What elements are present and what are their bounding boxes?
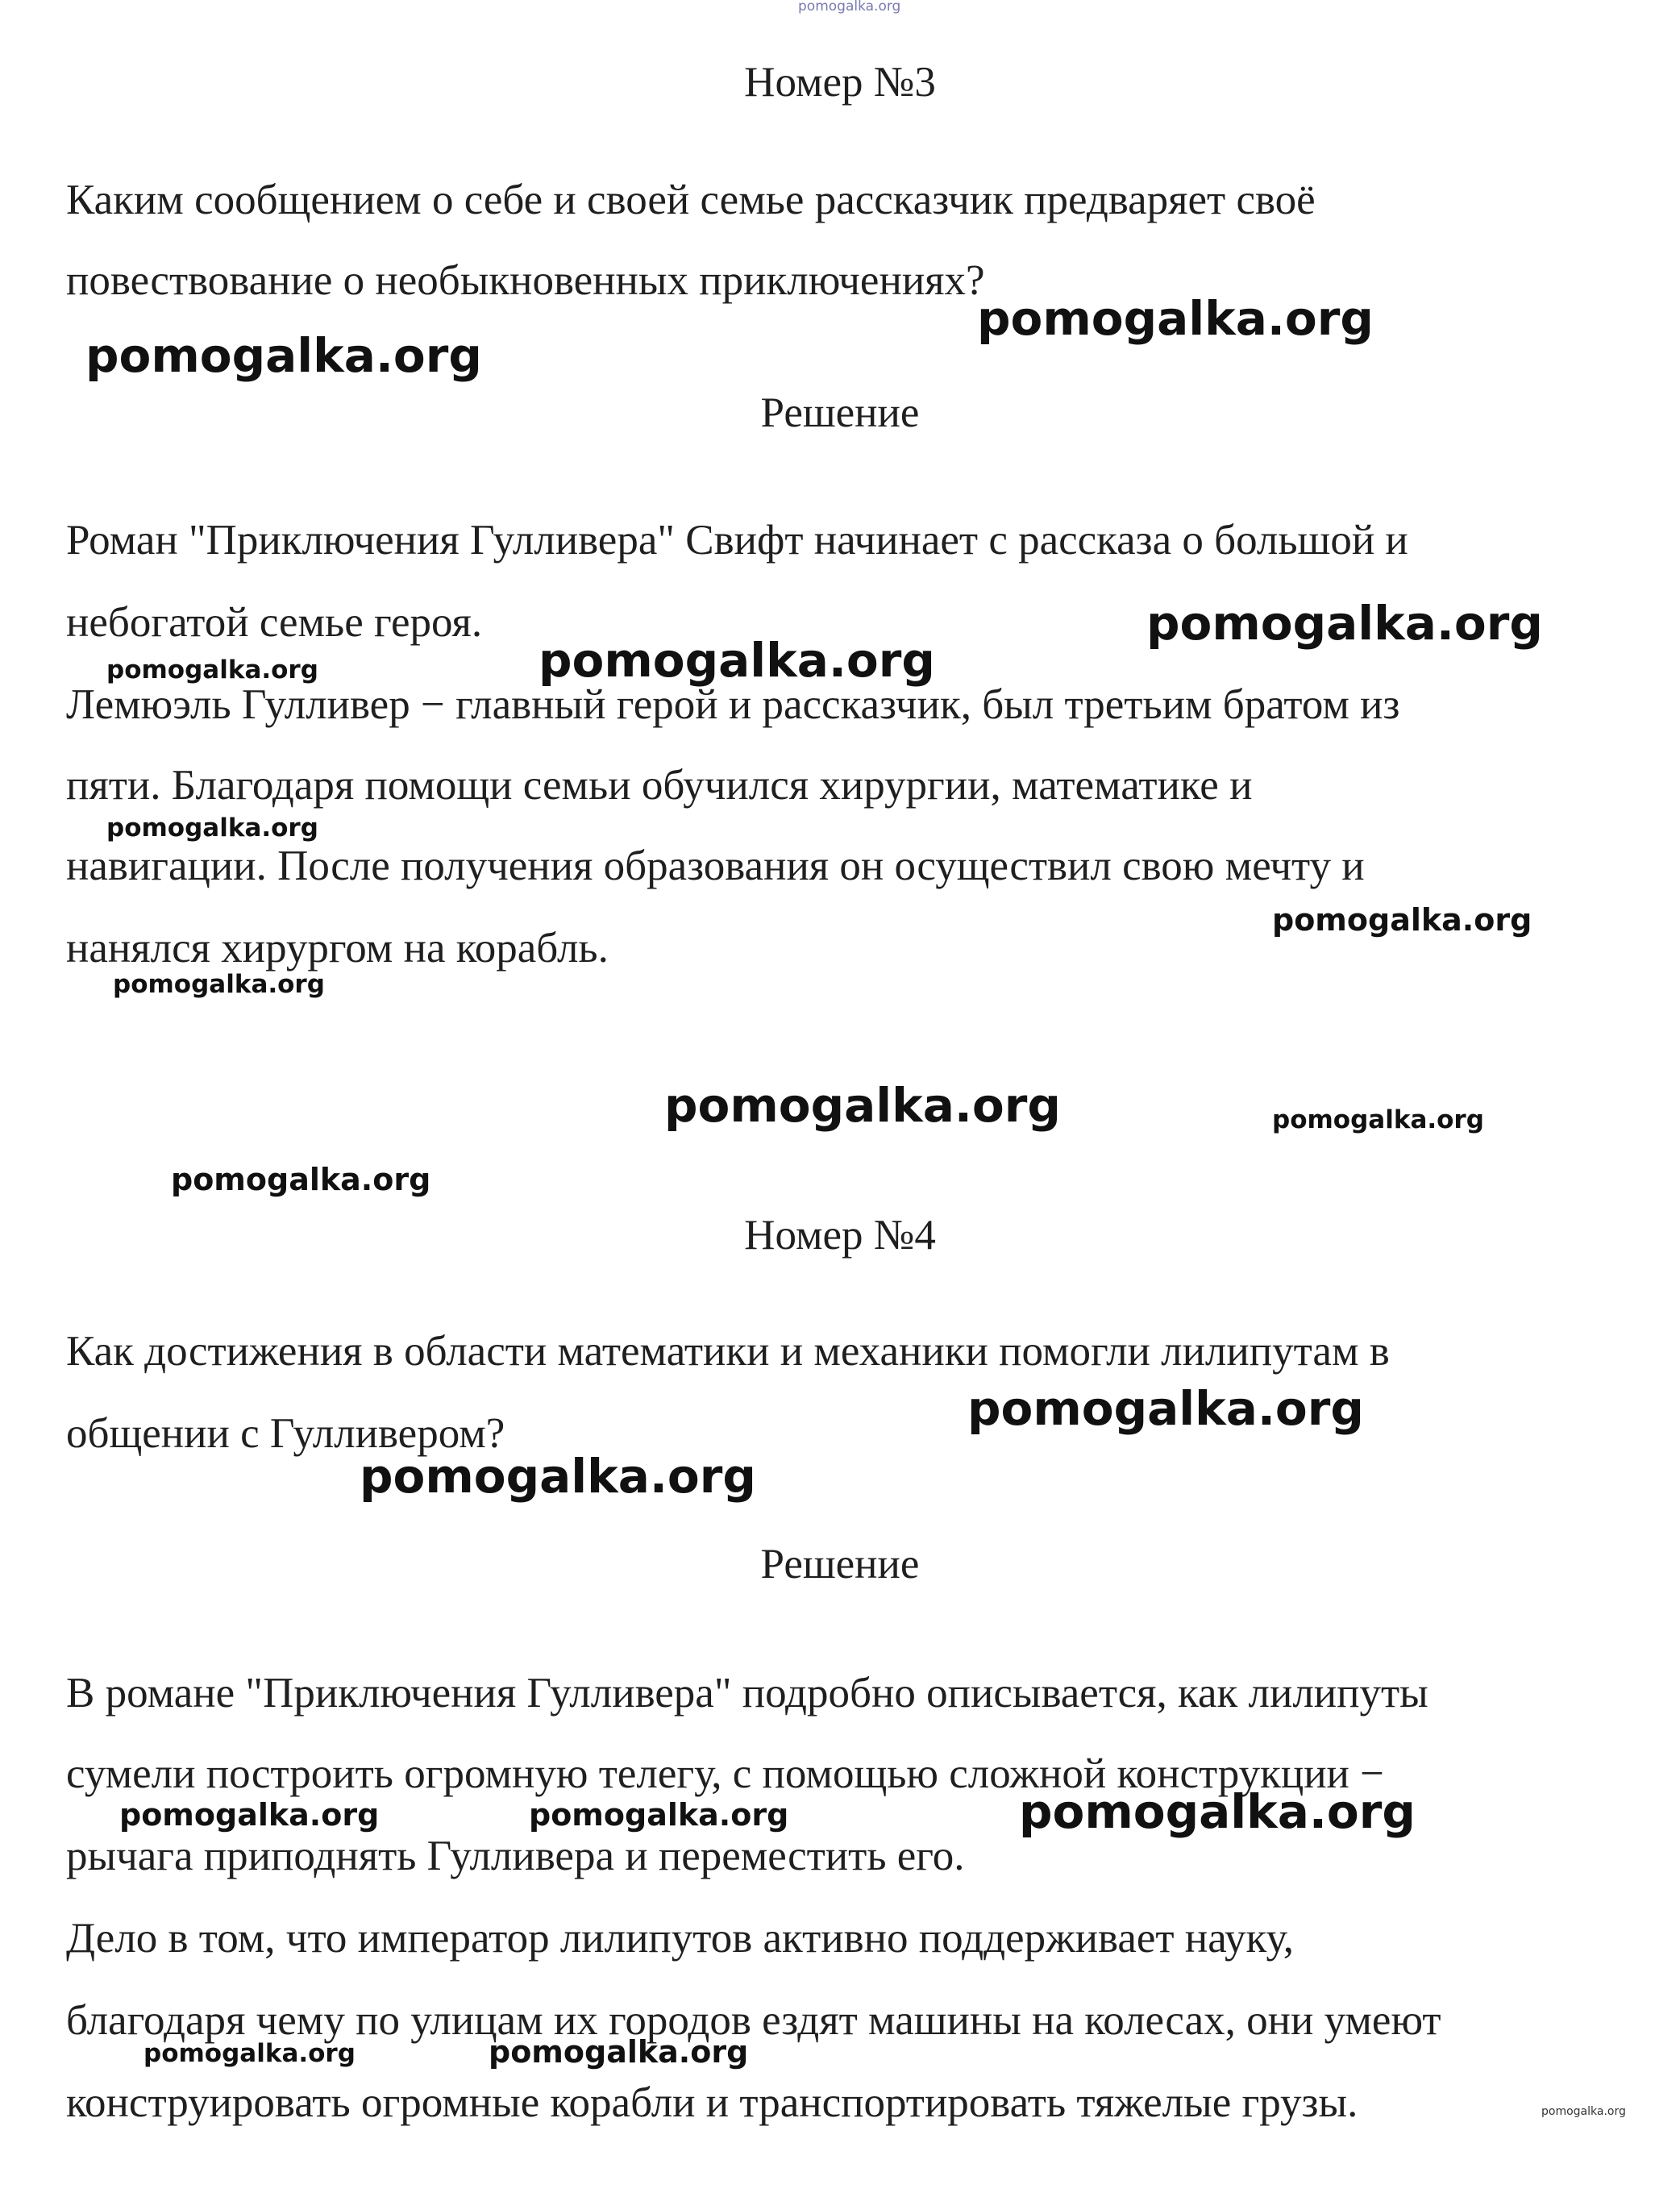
task3-question-line: Каким сообщением о себе и своей семье рассказчик предваряет своё [66, 177, 1316, 223]
watermark: pomogalka.org [539, 633, 935, 688]
task3-answer-line: нанялся хирургом на корабль. [66, 925, 609, 972]
task3-question-line: повествование о необыкновенных приключениях? [66, 257, 985, 304]
watermark: pomogalka.org [798, 0, 901, 15]
watermark: pomogalka.org [664, 1078, 1061, 1133]
watermark: pomogalka.org [113, 970, 325, 999]
task3-heading: Номер №3 [744, 59, 936, 106]
task3-solution-heading: Решение [760, 389, 920, 436]
watermark: pomogalka.org [977, 291, 1374, 346]
watermark: pomogalka.org [967, 1381, 1364, 1436]
task4-answer-line: В романе "Приключения Гулливера" подробно описывается, как лилипуты [66, 1670, 1428, 1717]
watermark: pomogalka.org [106, 814, 318, 843]
watermark: pomogalka.org [1019, 1784, 1416, 1839]
task4-answer-line: благодаря чему по улицам их городов ездят машины на колесах, они умеют [66, 1997, 1441, 2044]
task4-answer-line: сумели построить огромную телегу, с помощью сложной конструкции − [66, 1750, 1385, 1797]
watermark: pomogalka.org [489, 2034, 749, 2070]
task3-answer-line: навигации. После получения образования он осуществил свою мечту и [66, 843, 1365, 889]
watermark: pomogalka.org [529, 1797, 789, 1833]
task4-answer-line: рычага приподнять Гулливера и переместить его. [66, 1833, 965, 1879]
watermark: pomogalka.org [1541, 2105, 1626, 2118]
watermark: pomogalka.org [85, 328, 482, 383]
watermark: pomogalka.org [106, 655, 318, 685]
task3-answer-line: Лемюэль Гулливер − главный герой и рассказчик, был третьим братом из [66, 681, 1400, 728]
task4-heading: Номер №4 [744, 1212, 936, 1259]
watermark: pomogalka.org [143, 2039, 356, 2068]
watermark: pomogalka.org [1146, 596, 1543, 651]
task4-question-line: общении с Гулливером? [66, 1410, 505, 1457]
task3-answer-line: пяти. Благодаря помощи семьи обучился хирургии, математике и [66, 762, 1253, 809]
watermark: pomogalka.org [1272, 902, 1532, 938]
task4-solution-heading: Решение [760, 1541, 920, 1588]
task4-question-line: Как достижения в области математики и механики помогли лилипутам в [66, 1328, 1390, 1375]
watermark: pomogalka.org [119, 1797, 380, 1833]
task4-answer-line: Дело в том, что император лилипутов активно поддерживает науку, [66, 1915, 1294, 1962]
task3-answer-line: Роман "Приключения Гулливера" Свифт начинает с рассказа о большой и [66, 517, 1408, 564]
task3-answer-line: небогатой семье героя. [66, 599, 483, 646]
watermark: pomogalka.org [360, 1449, 756, 1504]
task4-answer-line: конструировать огромные корабли и транспортировать тяжелые грузы. [66, 2079, 1358, 2126]
watermark: pomogalka.org [171, 1162, 431, 1197]
watermark: pomogalka.org [1272, 1105, 1484, 1134]
